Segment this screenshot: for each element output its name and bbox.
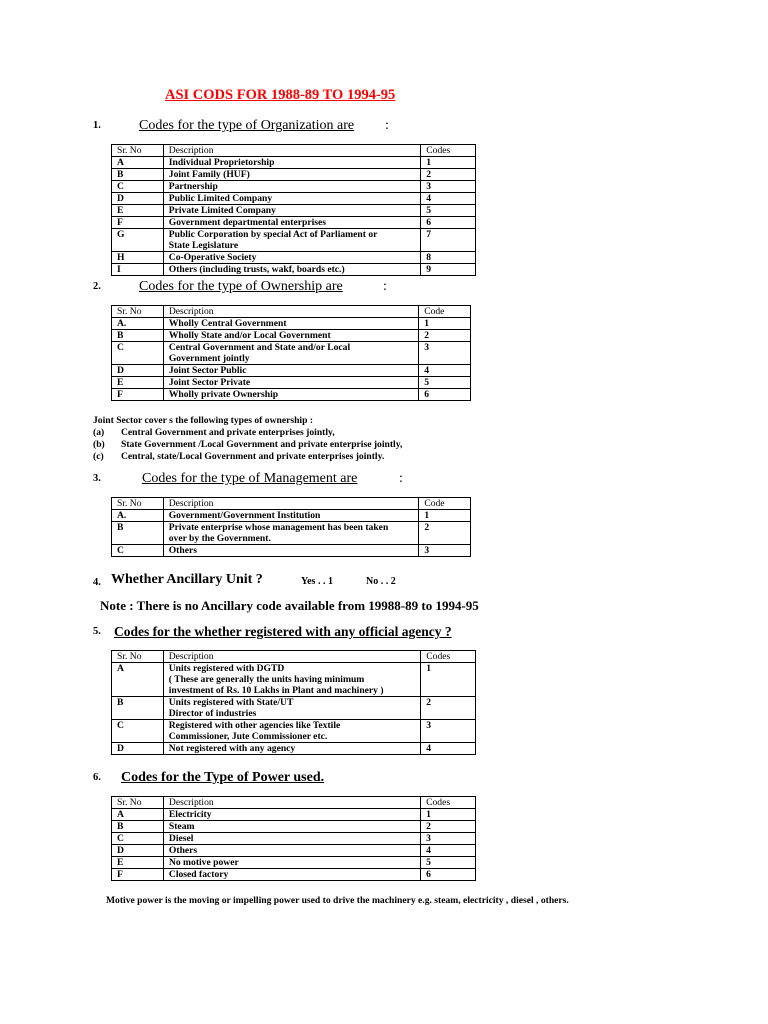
section-number: 4. [93,577,101,588]
column-header: Description [163,498,419,510]
sr-no-cell: C [112,342,164,365]
table-row [112,720,476,743]
section-number: 3. [93,473,101,484]
code-cell: 4 [421,845,476,857]
column-header: Codes [421,145,476,157]
column-header: Description [163,145,421,157]
code-cell: 7 [421,229,476,252]
table-row [112,377,471,389]
joint-sector-note [93,415,402,463]
description-cell: Registered with other agencies like Textile Commissioner, Jute Commissioner etc. [163,720,421,743]
table-row [112,389,471,401]
sr-no-cell: B [112,169,164,181]
column-header: Codes [421,651,476,663]
sr-no-cell: C [112,181,164,193]
note-list-item [93,439,402,451]
section-title: Codes for the whether registered with any official agency ? [114,624,452,639]
table-row [112,169,476,181]
sr-no-cell: I [112,264,164,276]
code-cell: 3 [421,181,476,193]
code-cell: 5 [421,857,476,869]
sr-no-cell: A [112,157,164,169]
sr-no-cell: D [112,365,164,377]
heading-colon: : [385,118,389,133]
column-header: Sr. No [112,498,164,510]
section-number: 2. [93,281,101,292]
code-cell: 2 [421,697,476,720]
description-cell: Central Government and State and/or Local Government jointly [163,342,418,365]
ancillary-no: No . . 2 [366,576,396,587]
sr-no-cell: B [112,330,164,342]
motive-power-footnote: Motive power is the moving or impelling power used to drive the machinery e.g. steam, electricity , diesel , others. [106,895,569,906]
note-marker: (b) [93,439,105,450]
heading-colon: : [383,279,387,294]
sr-no-cell: A [112,809,164,821]
code-cell: 9 [421,264,476,276]
section-title: Codes for the Type of Power used. [121,770,325,785]
column-header: Description [163,306,418,318]
description-cell: Public Limited Company [163,193,421,205]
note-intro: Joint Sector cover s the following types of ownership : [93,415,314,426]
code-cell: 2 [419,522,471,545]
table-row [112,229,476,252]
description-cell: Others [163,845,420,857]
sr-no-cell: A [112,663,164,697]
column-header: Description [163,797,420,809]
note-text: Central, state/Local Government and private enterprises jointly. [121,451,385,462]
description-cell: Units registered with DGTD ( These are generally the units having minimum investment of Rs. 10 Lakhs in Plant and machinery ) [163,663,421,697]
sr-no-cell: C [112,545,164,557]
description-cell: Co-Operative Society [163,252,421,264]
code-cell: 2 [421,821,476,833]
column-header: Code [419,306,471,318]
sr-no-cell: B [112,697,164,720]
code-cell: 1 [421,663,476,697]
code-cell: 6 [421,217,476,229]
table-row [112,833,476,845]
table-row [112,217,476,229]
sr-no-cell: G [112,229,164,252]
sr-no-cell: H [112,252,164,264]
column-header: Sr. No [112,651,164,663]
description-cell: Wholly Central Government [163,318,418,330]
sr-no-cell: D [112,845,164,857]
description-cell: Diesel [163,833,420,845]
table-row [112,743,476,755]
sr-no-cell: B [112,821,164,833]
page-title: ASI CODS FOR 1988-89 TO 1994-95 [165,87,396,103]
code-cell: 3 [421,720,476,743]
description-cell: Joint Family (HUF) [163,169,421,181]
sr-no-cell: E [112,205,164,217]
column-header: Code [419,498,471,510]
management-table [111,497,471,557]
table-row [112,193,476,205]
description-cell: Steam [163,821,420,833]
table-header-row [112,651,476,663]
sr-no-cell: A. [112,510,164,522]
ancillary-note: Note : There is no Ancillary code available from 19988-89 to 1994-95 [100,598,479,613]
table-row [112,181,476,193]
organization-table [111,144,476,276]
description-cell: Wholly State and/or Local Government [163,330,418,342]
table-row [112,522,471,545]
code-cell: 3 [419,545,471,557]
table-row [112,697,476,720]
sr-no-cell: D [112,743,164,755]
sr-no-cell: F [112,869,164,881]
registration-table [111,650,476,755]
sr-no-cell: E [112,857,164,869]
code-cell: 8 [421,252,476,264]
code-cell: 3 [421,833,476,845]
description-cell: Closed factory [163,869,420,881]
description-cell: No motive power [163,857,420,869]
ancillary-question: Whether Ancillary Unit ? [111,572,263,587]
table-row [112,157,476,169]
sr-no-cell: A. [112,318,164,330]
table-header-row [112,306,471,318]
sr-no-cell: D [112,193,164,205]
description-cell: Public Corporation by special Act of Parliament or State Legislature [163,229,421,252]
description-cell: Private Limited Company [163,205,421,217]
ancillary-yes: Yes . . 1 [301,576,333,587]
column-header: Codes [421,797,476,809]
note-text: Central Government and private enterprises jointly, [121,427,335,438]
table-row [112,264,476,276]
description-cell: Private enterprise whose management has been taken over by the Government. [163,522,419,545]
code-cell: 3 [419,342,471,365]
description-cell: Individual Proprietorship [163,157,421,169]
column-header: Sr. No [112,306,164,318]
sr-no-cell: C [112,833,164,845]
description-cell: Electricity [163,809,420,821]
code-cell: 4 [421,193,476,205]
sr-no-cell: E [112,377,164,389]
description-cell: Government departmental enterprises [163,217,421,229]
table-row [112,365,471,377]
code-cell: 1 [419,510,471,522]
description-cell: Joint Sector Private [163,377,418,389]
sr-no-cell: F [112,217,164,229]
description-cell: Not registered with any agency [163,743,421,755]
table-row [112,545,471,557]
table-header-row [112,498,471,510]
table-row [112,821,476,833]
description-cell: Wholly private Ownership [163,389,418,401]
note-text: State Government /Local Government and private enterprise jointly, [121,439,403,450]
table-row [112,205,476,217]
code-cell: 1 [419,318,471,330]
table-row [112,318,471,330]
code-cell: 6 [419,389,471,401]
code-cell: 2 [419,330,471,342]
sr-no-cell: B [112,522,164,545]
section-number: 5. [93,626,101,637]
column-header: Sr. No [112,145,164,157]
code-cell: 6 [421,869,476,881]
description-cell: Joint Sector Public [163,365,418,377]
note-list-item [93,427,402,439]
table-row [112,845,476,857]
table-row [112,809,476,821]
table-row [112,252,476,264]
code-cell: 5 [421,205,476,217]
sr-no-cell: C [112,720,164,743]
code-cell: 1 [421,157,476,169]
description-cell: Government/Government Institution [163,510,419,522]
description-cell: Others (including trusts, wakf, boards etc.) [163,264,421,276]
heading-colon: : [399,471,403,486]
table-header-row [112,797,476,809]
table-row [112,510,471,522]
section-title: Codes for the type of Ownership are [139,279,343,294]
note-marker: (c) [93,451,104,462]
table-row [112,663,476,697]
code-cell: 1 [421,809,476,821]
ownership-table [111,305,471,401]
table-row [112,857,476,869]
code-cell: 5 [419,377,471,389]
column-header: Sr. No [112,797,164,809]
sr-no-cell: F [112,389,164,401]
table-row [112,342,471,365]
code-cell: 2 [421,169,476,181]
power-table [111,796,476,881]
description-cell: Units registered with State/UT Director of industries [163,697,421,720]
section-number: 1. [93,120,101,131]
code-cell: 4 [419,365,471,377]
note-marker: (a) [93,427,105,438]
code-cell: 4 [421,743,476,755]
table-row [112,869,476,881]
description-cell: Partnership [163,181,421,193]
section-number: 6. [93,772,101,783]
description-cell: Others [163,545,419,557]
table-header-row [112,145,476,157]
table-row [112,330,471,342]
section-title: Codes for the type of Organization are [139,118,355,133]
column-header: Description [163,651,421,663]
note-list-item [93,451,402,463]
section-title: Codes for the type of Management are [142,471,358,486]
